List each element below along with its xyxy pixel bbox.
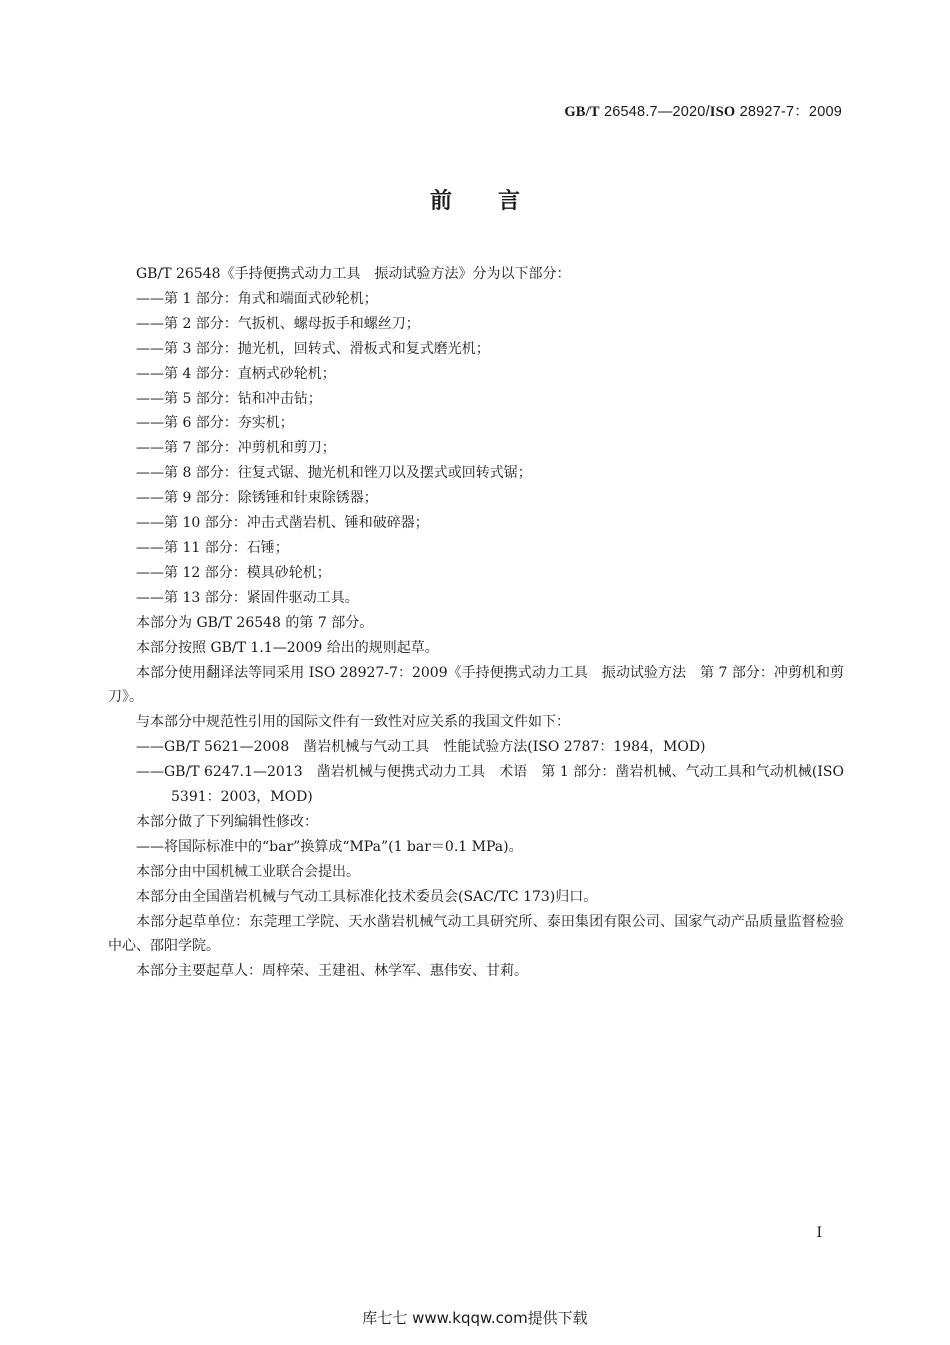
std-prefix: GB/T xyxy=(564,104,600,120)
page-number: I xyxy=(816,1225,822,1241)
references-intro-paragraph: 与本部分中规范性引用的国际文件有一致性对应关系的我国文件如下： xyxy=(136,714,570,731)
list-item: ——第 3 部分：抛光机，回转式、滑板式和复式磨光机； xyxy=(136,340,490,357)
list-item: ——第 1 部分：角式和端面式砂轮机； xyxy=(136,290,378,307)
document-body xyxy=(108,262,844,984)
list-item: ——第 9 部分：除锈锤和针束除锈器； xyxy=(136,490,378,507)
standard-code xyxy=(564,100,842,121)
list-item: ——第 7 部分：冲剪机和剪刀； xyxy=(136,440,336,457)
drafters-paragraph: 本部分主要起草人：周梓荣、王建祖、林学军、惠伟安、甘莉。 xyxy=(136,963,528,980)
list-item: ——第 10 部分：冲击式凿岩机、锤和破碎器； xyxy=(136,515,429,532)
list-item: ——第 5 部分：钻和冲击钻； xyxy=(136,390,322,407)
rules-paragraph: 本部分按照 GB/T 1.1—2009 给出的规则起草。 xyxy=(136,639,439,656)
drafting-units-paragraph: 本部分起草单位：东莞理工学院、天水凿岩机械气动工具研究所、泰田集团有限公司、国家气动产品质量监督检验中心、邵阳学院。 xyxy=(108,913,844,955)
translation-paragraph: 本部分使用翻译法等同采用 ISO 28927-7：2009《手持便携式动力工具 振动试验方法 第 7 部分：冲剪机和剪刀》。 xyxy=(108,664,844,706)
references-list xyxy=(108,735,844,810)
list-item: ——GB/T 6247.1—2013 凿岩机械与便携式动力工具 术语 第 1 部分：凿岩机械、气动工具和气动机械(ISO 5391：2003，MOD) xyxy=(136,764,844,806)
iso-prefix: ISO xyxy=(709,104,736,120)
iso-number: 28927-7：2009 xyxy=(735,104,842,120)
list-item: ——将国际标准中的“bar”换算成“MPa”(1 bar＝0.1 MPa)。 xyxy=(136,838,523,855)
part-of-paragraph: 本部分为 GB/T 26548 的第 7 部分。 xyxy=(136,614,374,631)
intro-paragraph: GB/T 26548《手持便携式动力工具 振动试验方法》分为以下部分： xyxy=(136,266,571,282)
list-item: ——GB/T 5621—2008 凿岩机械与气动工具 性能试验方法(ISO 2787：1984，MOD) xyxy=(136,739,706,756)
parts-list xyxy=(108,287,844,611)
managed-by-paragraph: 本部分由全国凿岩机械与气动工具标准化技术委员会(SAC/TC 173)归口。 xyxy=(136,888,598,905)
proposed-by-paragraph: 本部分由中国机械工业联合会提出。 xyxy=(136,863,360,880)
list-item: ——第 2 部分：气扳机、螺母扳手和螺丝刀； xyxy=(136,315,420,332)
list-item: ——第 4 部分：直柄式砂轮机； xyxy=(136,365,336,382)
std-number: 26548.7—2020/ xyxy=(599,104,710,120)
page-title: 前言 xyxy=(429,189,566,214)
list-item: ——第 13 部分：紧固件驱动工具。 xyxy=(136,589,359,606)
list-item: ——第 8 部分：往复式锯、抛光机和锉刀以及摆式或回转式锯； xyxy=(136,465,532,482)
edits-intro-paragraph: 本部分做了下列编辑性修改： xyxy=(136,813,318,830)
list-item: ——第 6 部分：夯实机； xyxy=(136,415,294,432)
list-item: ——第 11 部分：石锤； xyxy=(136,539,289,556)
download-footer: 库七七 www.kqqw.com提供下载 xyxy=(362,1309,588,1327)
list-item: ——第 12 部分：模具砂轮机； xyxy=(136,564,331,581)
